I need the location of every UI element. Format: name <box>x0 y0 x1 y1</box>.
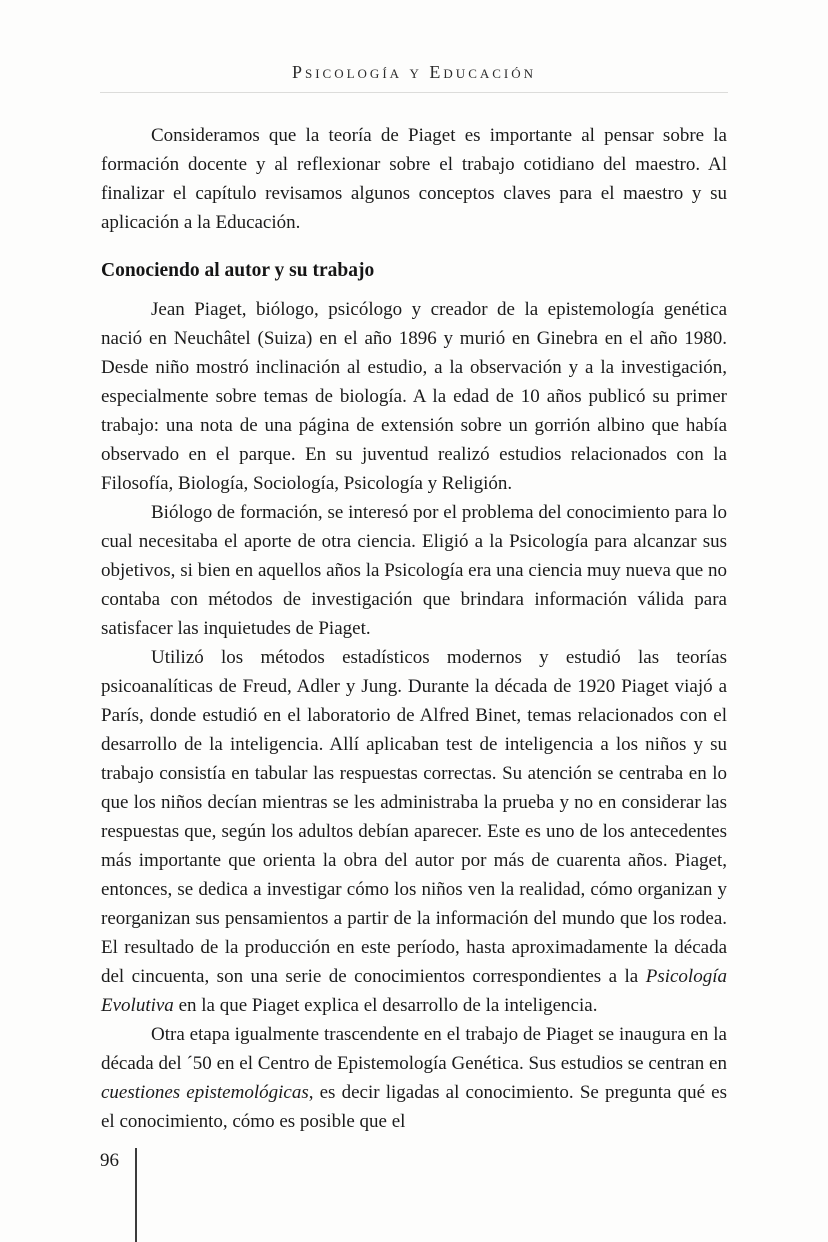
paragraph-text: Utilizó los métodos estadísticos modernos y estudió las teorías psicoanalíticas de Freud, Adler y Jung. Durante la década de 1920 Piaget viajó a París, donde estudió en el laboratorio de Alfred Binet, temas relacionados con el desarrollo de la inteligencia. Allí aplicaban test de inteligencia a los niños y su trabajo consistía en tabular las respuestas correctas. Su atención se centraba en lo que los niños decían mientras se les administraba la prueba y no en considerar las respuestas que, según los adultos debían aparecer. Este es uno de los antecedentes más importante que orienta la obra del autor por más de cuarenta años. Piaget, entonces, se dedica a investigar cómo los niños ven la realidad, cómo organizan y reorganizan sus pensamientos a partir de la información del mundo que los rodea. El resultado de la producción en este período, hasta aproximadamente la década del cincuenta, son una serie de conocimientos correspondientes a la <box>101 647 727 987</box>
paragraph-biography: Jean Piaget, biólogo, psicólogo y creador de la epistemología genética nació en Neuchâtel (Suiza) en el año 1896 y murió en Ginebra en el año 1980. Desde niño mostró inclinación al estudio, a la observación y a la investigación, especialmente sobre temas de biología. A la edad de 10 años publicó su primer trabajo: una nota de una página de extensión sobre un gorrión albino que había observado en el parque. En su juventud realizó estudios relacionados con la Filosofía, Biología, Sociología, Psicología y Religión. <box>101 299 727 494</box>
header-rule <box>100 92 728 93</box>
paragraph-epistemology <box>101 1020 727 1136</box>
running-title: Psicología y Educación <box>291 62 537 82</box>
section-heading: Conociendo al autor y su trabajo <box>101 260 375 281</box>
paragraph-text: , es decir ligadas al conocimiento. Se pregunta qué es el conocimiento, cómo es posible que el <box>101 1082 727 1132</box>
paragraph-text: Otra etapa igualmente trascendente en el trabajo de Piaget se inaugura en la década del ´50 en el Centro de Epistemología Genética. Sus estudios se centran en <box>101 1024 727 1074</box>
italic-term-cuestiones-epistemologicas: cuestiones epistemológicas <box>101 1082 309 1103</box>
paragraph-formation: Biólogo de formación, se interesó por el problema del conocimiento para lo cual necesitaba el aporte de otra ciencia. Eligió a la Psicología para alcanzar sus objetivos, si bien en aquellos años la Psicología era una ciencia muy nueva que no contaba con métodos de investigación que brindara información válida para satisfacer las inquietudes de Piaget. <box>101 502 727 639</box>
italic-term-psicologia-evolutiva: Psicología Evolutiva <box>101 966 727 1016</box>
paragraph-text: en la que Piaget explica el desarrollo de la inteligencia. <box>173 995 598 1016</box>
paragraph-intro: Consideramos que la teoría de Piaget es importante al pensar sobre la formación docente y al reflexionar sobre el trabajo cotidiano del maestro. Al finalizar el capítulo revisamos algunos conceptos claves para el maestro y su aplicación a la Educación. <box>101 125 727 233</box>
footer-rule <box>135 1148 137 1242</box>
page-content <box>101 121 727 1136</box>
page-number: 96 <box>100 1150 119 1171</box>
paragraph-methods <box>101 643 727 1020</box>
page-header <box>100 62 728 93</box>
